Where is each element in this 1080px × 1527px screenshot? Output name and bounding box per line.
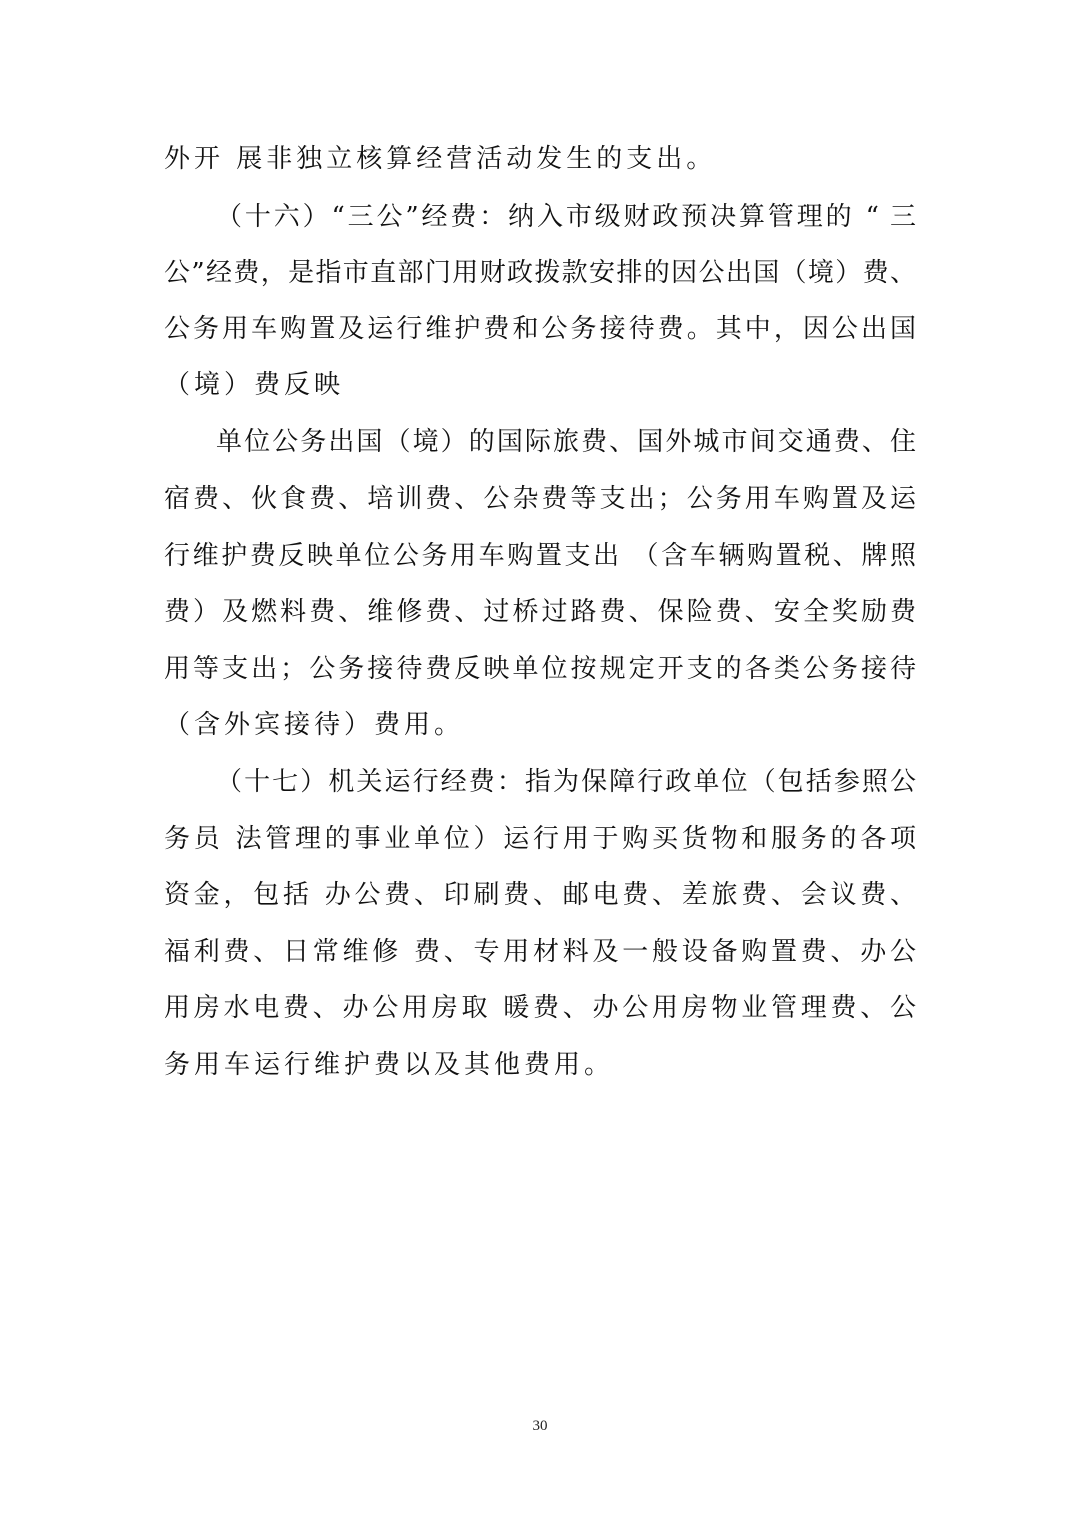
body-text-line: 外开 展非独立核算经营活动发生的支出。 — [164, 144, 717, 174]
body-text-line: 资金，包括 办公费、印刷费、邮电费、差旅费、会议费、 — [164, 880, 916, 910]
section-heading-line: （十六）“三公”经费：纳入市级财政预决算管理的 “ 三 — [216, 202, 916, 232]
body-text-line: 宿费、伙食费、培训费、公杂费等支出；公务用车购置及运 — [164, 484, 916, 514]
body-text-line: 行维护费反映单位公务用车购置支出 （含车辆购置税、牌照 — [164, 541, 916, 571]
body-text-line: 费）及燃料费、维修费、过桥过路费、保险费、安全奖励费 — [164, 597, 916, 627]
body-text-line: 务用车运行维护费以及其他费用。 — [164, 1050, 615, 1080]
section-heading-line: （十七）机关运行经费：指为保障行政单位（包括参照公 — [216, 767, 916, 797]
body-text-line: 务员 法管理的事业单位）运行用于购买货物和服务的各项 — [164, 824, 916, 854]
page-number: 30 — [532, 1418, 548, 1434]
body-text-line: （境）费反映 — [164, 370, 345, 400]
body-text-line: 公务用车购置及运行维护费和公务接待费。其中，因公出国 — [164, 314, 916, 344]
body-text-line: 用等支出；公务接待费反映单位按规定开支的各类公务接待 — [164, 654, 916, 684]
paragraph-start-line: 单位公务出国（境）的国际旅费、国外城市间交通费、住 — [216, 427, 916, 457]
body-text-line: 用房水电费、办公用房取 暖费、办公用房物业管理费、公 — [164, 993, 916, 1023]
body-text-line: 福利费、日常维修 费、专用材料及一般设备购置费、办公 — [164, 937, 916, 967]
body-text-line: 公”经费，是指市直部门用财政拨款安排的因公出国（境）费、 — [164, 258, 916, 288]
body-text-line: （含外宾接待）费用。 — [164, 710, 465, 740]
